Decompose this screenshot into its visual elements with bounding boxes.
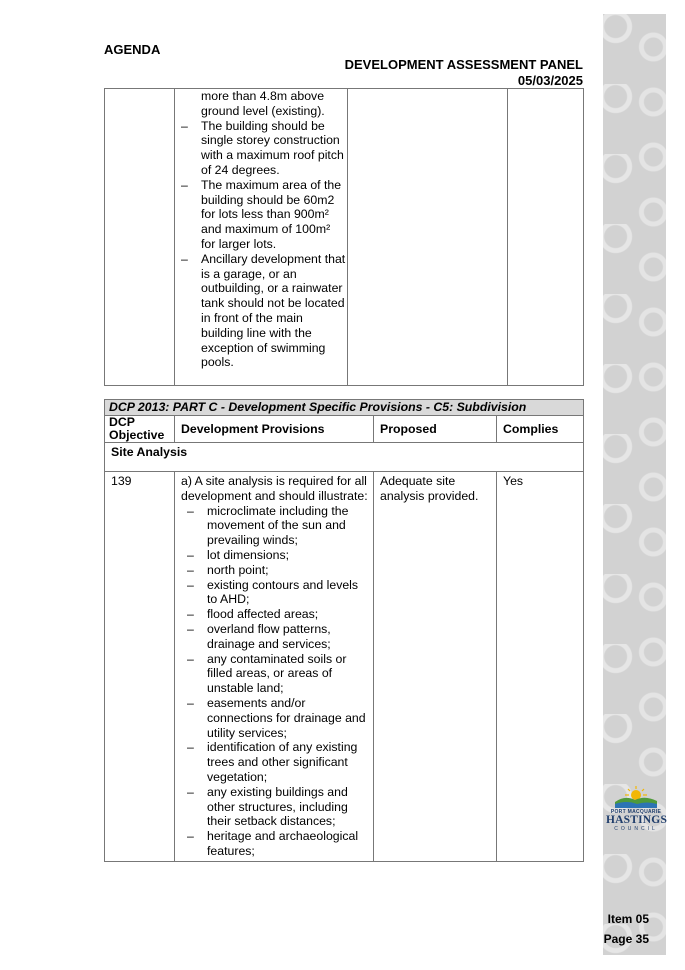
list-item: – north point; [181,563,368,578]
meeting-date: 05/03/2025 [517,73,583,88]
continued-complies-cell [508,89,584,386]
list-item: – microclimate including the movement of the sun and prevailing winds; [181,504,368,548]
continued-provisions-list [175,89,347,370]
continued-row [105,89,584,386]
list-item: – easements and/or connections for drainage and utility services; [181,696,368,740]
list-item: more than 4.8m above ground level (existing). [201,89,325,118]
objective-number: 139 [105,472,175,862]
council-logo-icon [613,786,659,808]
continued-objective-cell [105,89,175,386]
logo-text-bottom: COUNCIL [614,826,658,832]
panel-title: DEVELOPMENT ASSESSMENT PANEL [344,57,583,72]
list-item: – any contaminated soils or filled areas, or areas of unstable land; [181,652,368,696]
table-row [105,472,584,862]
list-item: – identification of any existing trees and other significant vegetation; [181,740,368,784]
list-item: – Ancillary development that is a garage, or an outbuilding, or a rainwater tank should not be located in front of the main building line with the exception of swimming pools. [175,252,347,370]
list-item: – The maximum area of the building should be 60m2 for lots less than 900m² and maximum of 100m² for larger lots. [175,178,347,252]
continued-provisions-cell [175,89,348,386]
continued-table [104,88,584,386]
logo-text-top: PORT MACQUARIE [610,809,662,815]
continued-proposed-cell [348,89,508,386]
agenda-heading: AGENDA [104,42,161,57]
item-number: Item 05 [607,912,649,926]
complies-cell: Yes [497,472,584,862]
provision-intro: a) A site analysis is required for all development and should illustrate: [181,474,368,503]
table-title: DCP 2013: PART C - Development Specific Provisions - C5: Subdivision [105,400,584,416]
panel-heading [345,57,583,89]
list-item: – The building should be single storey construction with a maximum roof pitch of 24 degrees. [175,119,347,178]
header-proposed: Proposed [374,416,497,443]
header-complies: Complies [497,416,584,443]
list-item: – lot dimensions; [181,548,368,563]
provisions-cell [175,472,374,862]
list-item: – heritage and archaeological features; [181,829,368,859]
section-site-analysis: Site Analysis [105,443,584,472]
council-logo [606,786,666,846]
page-number: Page 35 [603,932,649,946]
header-objective: DCP Objective [105,416,175,443]
logo-text-main: HASTINGS [606,814,668,826]
provision-list [181,504,368,859]
list-item: – flood affected areas; [181,607,368,622]
header-provisions: Development Provisions [175,416,374,443]
list-item: – any existing buildings and other structures, including their setback distances; [181,785,368,829]
subdivision-table [104,399,584,862]
list-item: – existing contours and levels to AHD; [181,578,368,608]
list-item: – overland flow patterns, drainage and services; [181,622,368,652]
proposed-cell: Adequate site analysis provided. [374,472,497,862]
